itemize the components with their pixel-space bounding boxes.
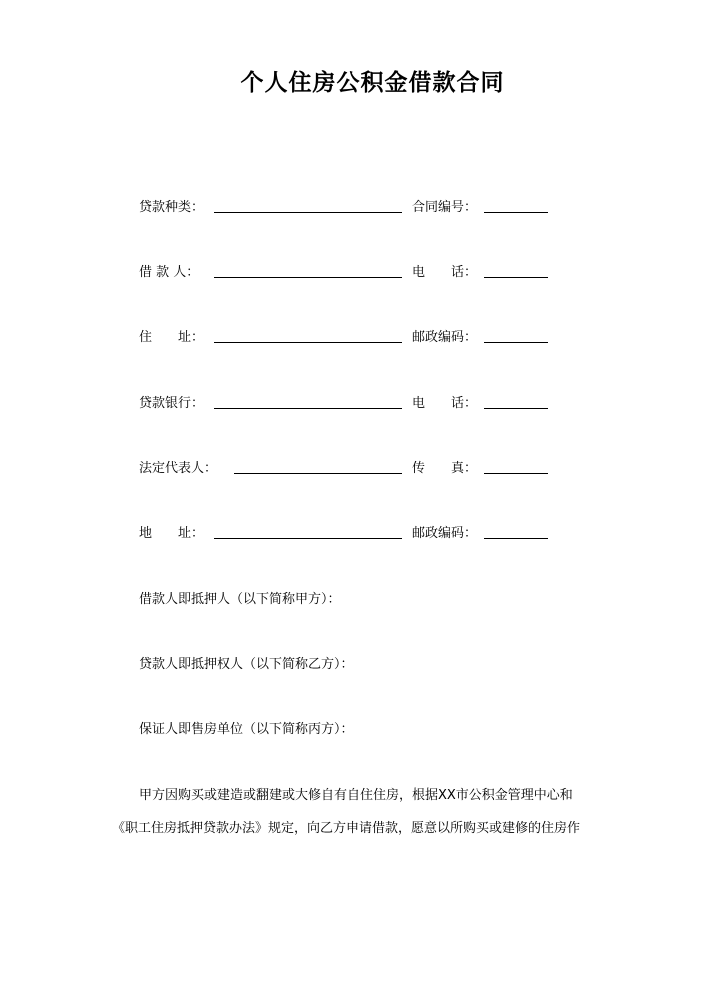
bank-postcode-label: 邮政编码： [412, 526, 478, 541]
bank-postcode-blank[interactable] [484, 538, 548, 539]
borrower-phone-label: 电 话： [412, 265, 478, 280]
document-title: 个人住房公积金借款合同 [240, 70, 505, 96]
lending-bank-label: 贷款银行： [139, 396, 205, 411]
bank-address-blank[interactable] [214, 538, 402, 539]
body-paragraph-line-2: 《职工住房抵押贷款办法》规定，向乙方申请借款，愿意以所购买或建修的住房作 [112, 821, 581, 836]
legal-representative-blank[interactable] [234, 473, 402, 474]
fax-label: 传 真： [412, 461, 478, 476]
bank-address-label: 地 址： [139, 526, 205, 541]
body-paragraph-line-1: 甲方因购买或建造或翻建或大修自有自住住房，根据XX市公积金管理中心和 [139, 788, 573, 803]
borrower-postcode-blank[interactable] [484, 342, 548, 343]
borrower-address-label: 住 址： [139, 330, 205, 345]
lending-bank-blank[interactable] [214, 408, 402, 409]
borrower-postcode-label: 邮政编码： [412, 330, 478, 345]
loan-type-blank[interactable] [214, 212, 402, 213]
party-c-line: 保证人即售房单位（以下简称丙方）： [139, 722, 354, 737]
loan-type-label: 贷款种类： [139, 200, 205, 215]
legal-representative-label: 法定代表人： [139, 461, 218, 476]
borrower-phone-blank[interactable] [484, 277, 548, 278]
borrower-label: 借 款 人： [139, 265, 200, 280]
bank-phone-label: 电 话： [412, 396, 478, 411]
bank-phone-blank[interactable] [484, 408, 548, 409]
fax-blank[interactable] [484, 473, 548, 474]
party-b-line: 贷款人即抵押权人（以下简称乙方）： [139, 657, 354, 672]
contract-number-label: 合同编号： [412, 200, 478, 215]
borrower-address-blank[interactable] [214, 342, 402, 343]
borrower-blank[interactable] [214, 277, 402, 278]
party-a-line: 借款人即抵押人（以下简称甲方）： [139, 592, 341, 607]
contract-number-blank[interactable] [484, 212, 548, 213]
